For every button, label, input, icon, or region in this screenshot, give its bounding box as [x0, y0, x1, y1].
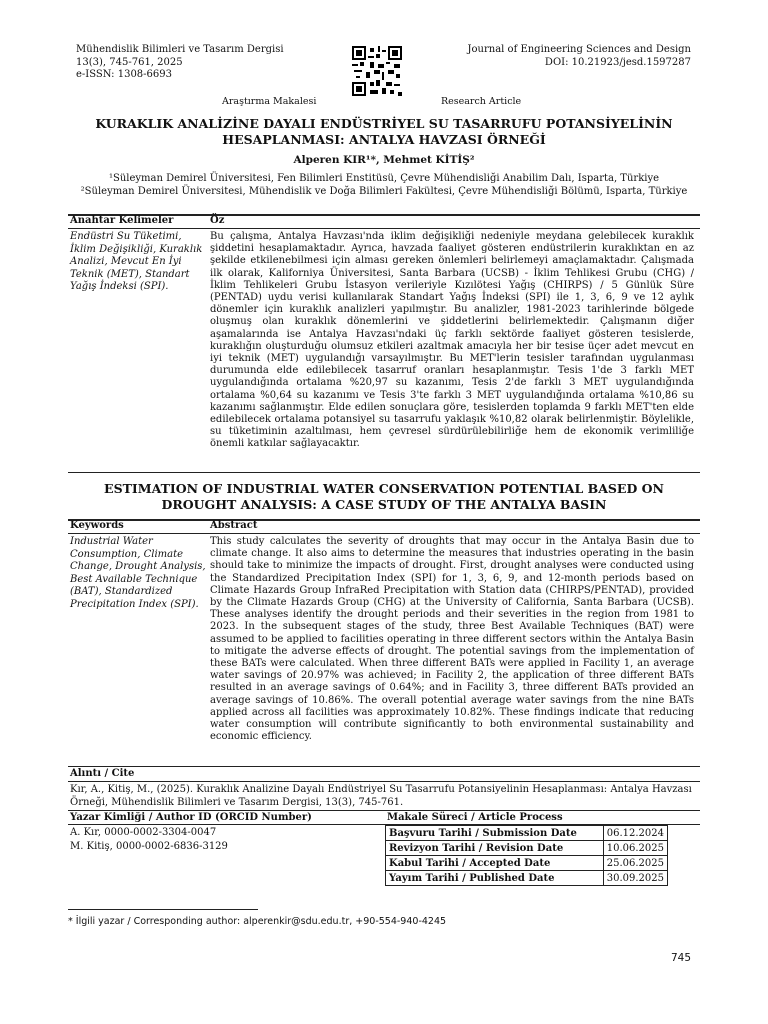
journal-info-en [468, 44, 691, 69]
journal-name-tr: Mühendislik Bilimleri ve Tasarım Dergisi [76, 44, 284, 55]
journal-name-en: Journal of Engineering Sciences and Design [467, 44, 691, 55]
table-row [386, 841, 668, 856]
author-id-head: Yazar Kimliği / Author ID (ORCID Number) [70, 812, 312, 823]
affiliation-2: ²Süleyman Demirel Üniversitesi, Mühendislik ve Doğa Bilimleri Fakültesi, Çevre Mühendisliği Bölümü, Isparta, Türkiye [80, 186, 688, 197]
journal-doi: DOI: 10.21923/jesd.1597287 [544, 56, 691, 68]
revision-date: 10.06.2025 [603, 841, 667, 856]
article-type-tr: Araştırma Makalesi [222, 96, 317, 107]
corresponding-author-footnote: * İlgili yazar / Corresponding author: alperenkir@sdu.edu.tr, +90-554-940-4245 [68, 916, 447, 927]
orcid-1: A. Kır, 0000-0002-3304-0047 [70, 827, 217, 838]
revision-label: Revizyon Tarihi / Revision Date [386, 841, 604, 856]
authors: Alperen KIR¹*, Mehmet KİTİŞ² [293, 154, 475, 166]
cite-head: Alıntı / Cite [70, 768, 135, 779]
affiliations [76, 172, 692, 198]
abstract-en: This study calculates the severity of droughts that may occur in the Antalya Basin due to climate change. It also aims to determine the measures that industries operating in the basin should take to minimize the impacts of drought. First, drought analyses were conducted using the Standardized Precipitation Index (SPI) for 1, 3, 6, 9, and 12-month periods based on Climate Hazards Group InfraRed Precipitation with Station data (CHIRPS/PENTAD), provided by the Climate Hazards Group (CHG) at the University of California, Santa Barbara (UCSB). These analyses identify the drought periods and their severities in the region from 1981 to 2023. In the subsequent stages of the study, three Best Available Techniques (BAT) were assumed to be applied to facilities operating in three different sectors within the Antalya Basin to mitigate the adverse effects of drought. The potential savings from the implementation of these BATs were calculated. When three different BATs were applied in Facility 1, an average water savings of 20.97% was achieved; in Facility 2, the application of three different BATs resulted in an average savings of 0.64%; and in Facility 3, three different BATs provided an average savings of 10.86%. The overall potential average water savings from the nine BATs applied across all facilities was approximately 10.82%. These findings indicate that reducing water consumption will contribute significantly to both environmental sustainability and economic efficiency. [210, 536, 694, 743]
table-row [386, 856, 668, 871]
accepted-date: 25.06.2025 [603, 856, 667, 871]
affiliation-1: ¹Süleyman Demirel Üniversitesi, Fen Bilimleri Enstitüsü, Çevre Mühendisliği Anabilim Dalı, Isparta, Türkiye [108, 173, 660, 184]
citation-text: Kır, A., Kitiş, M., (2025). Kuraklık Analizine Dayalı Endüstriyel Su Tasarrufu Potansiyelinin Hesaplanması: Antalya Havzası Örneği, Mühendislik Bilimleri ve Tasarım Dergisi, 13(3), 745-761. [70, 784, 692, 808]
journal-info-tr [76, 44, 284, 82]
journal-volume: 13(3), 745-761, 2025 [76, 56, 183, 68]
abstract-head-tr: Öz [210, 215, 225, 226]
article-type-en: Research Article [441, 96, 522, 107]
submission-date: 06.12.2024 [603, 826, 667, 841]
submission-label: Başvuru Tarihi / Submission Date [386, 826, 604, 841]
abstract-head-en: Abstract [210, 520, 258, 531]
published-label: Yayım Tarihi / Published Date [386, 871, 604, 886]
footnote-divider [68, 909, 258, 910]
table-row [386, 871, 668, 886]
abstract-tr: Bu çalışma, Antalya Havzası'nda iklim değişikliği nedeniyle meydana gelebilecek kuraklık şiddetini hesaplamaktadır. Ayrıca, havzada faaliyet gösteren endüstrilerin kuraklıktan en az şekilde etkilenebilmesi için alması gereken önlemleri belirlemeyi amaçlamaktadır. Çalışmada ilk olarak, Kaliforniya Üniversitesi, Santa Barbara (UCSB) - İklim Tehlikesi Grubu (CHG) / İklim Tehlikeleri Grubu İstasyon verileriyle Kızılötesi Yağış (CHIRPS) / 5 Günlük Süre (PENTAD) uydu verisi kullanılarak Standart Yağış İndeksi (SPI) ile 1, 3, 6, 9 ve 12 aylık dönemler için kuraklık analizleri yapılmıştır. Bu analizler, 1981-2023 tarihlerinde bölgede oluşmuş olan kuraklık dönemlerini ve şiddetlerini belirlemektedir. Çalışmanın diğer aşamalarında ise Antalya Havzası'ndaki üç farklı sektörde faaliyet gösteren tesislerde, kuraklığın oluşturduğu olumsuz etkileri azaltmak amacıyla her bir tesise üçer adet mevcut en iyi teknik (MET) uygulandığı varsayılmıştır. Bu MET'lerin tesisler tarafından uygulanması durumunda elde edilebilecek tasarruf oranları hesaplanmıştır. Tesis 1'de 3 farklı MET uygulandığında ortalama %20,97 su kazanımı, Tesis 2'de farklı 3 MET uygulandığında ortalama %0,64 su kazanımı ve Tesis 3'te farklı 3 MET uygulandığında ortalama %10,86 su kazanımı sağlanmıştır. Elde edilen sonuçlara göre, tesislerden toplamda 9 farklı MET'ten elde edilebilecek ortalama potansiyel su tasarrufu yaklaşık %10,82 olarak belirlenmiştir. Böylelikle, su tüketiminin azaltılması, hem çevresel sürdürülebilirliğe hem de ekonomik verimliliğe önemli katkılar sağlayacaktır. [210, 231, 694, 450]
article-process-table [385, 825, 668, 886]
keywords-tr: Endüstri Su Tüketimi, İklim Değişikliği, Kuraklık Analizi, Mevcut En İyi Teknik (MET), Standart Yağış İndeksi (SPI). [70, 231, 203, 292]
title-tr: KURAKLIK ANALİZİNE DAYALI ENDÜSTRİYEL SU TASARRUFU POTANSİYELİNİN HESAPLANMASI: ANTALYA HAVZASI ÖRNEĞİ [95, 116, 673, 147]
published-date: 30.09.2025 [603, 871, 667, 886]
accepted-label: Kabul Tarihi / Accepted Date [386, 856, 604, 871]
title-en: ESTIMATION OF INDUSTRIAL WATER CONSERVATION POTENTIAL BASED ON DROUGHT ANALYSIS: A CASE STUDY OF THE ANTALYA BASIN [104, 481, 664, 512]
article-process-head: Makale Süreci / Article Process [387, 812, 563, 823]
qr-code [352, 46, 402, 96]
keywords-head-en: Keywords [70, 520, 124, 531]
table-row [386, 826, 668, 841]
page-number: 745 [670, 952, 691, 964]
orcid-2: M. Kitiş, 0000-0002-6836-3129 [70, 841, 228, 852]
keywords-head-tr: Anahtar Kelimeler [70, 215, 174, 226]
keywords-en: Industrial Water Consumption, Climate Change, Drought Analysis, Best Available Technique (BAT), Standardized Precipitation Index (SPI). [70, 536, 206, 610]
journal-issn: e-ISSN: 1308-6693 [76, 69, 172, 80]
